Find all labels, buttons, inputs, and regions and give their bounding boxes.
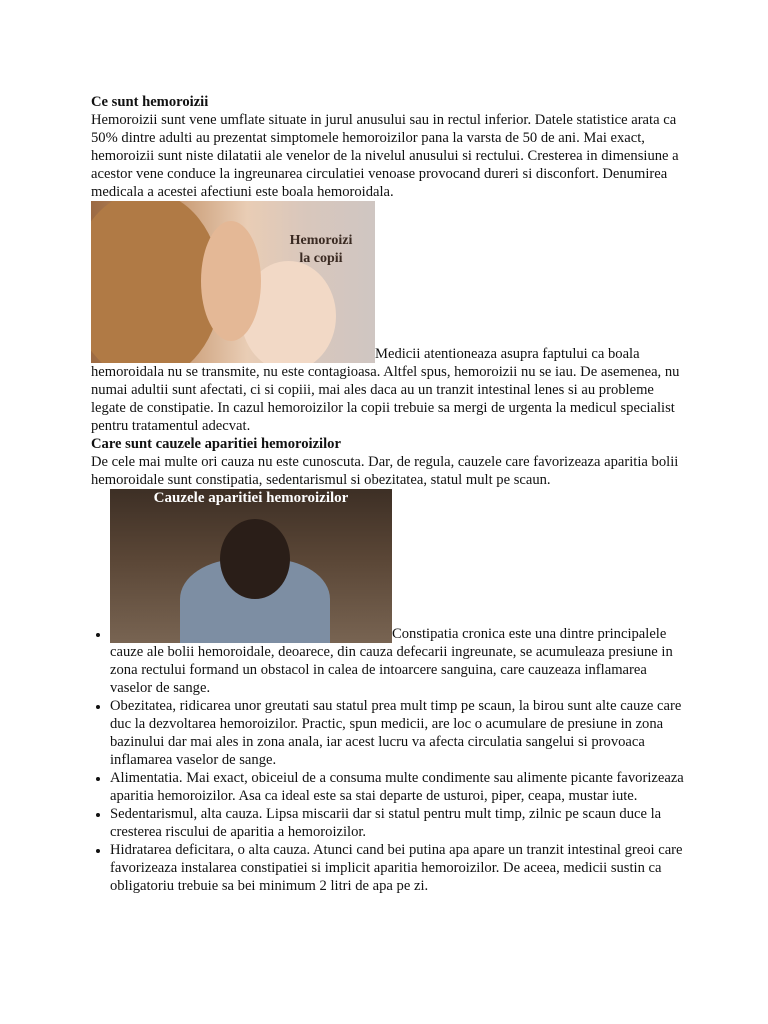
paragraph-medici: Medicii atentioneaza asupra faptului ca boala hemoroidala nu se transmite, nu este contagioasa. Altfel spus, hemoroizii nu se iau. De asemenea, nu numai adultii sunt afectati, ci si copiii, mai ales daca au un tranzit intestinal lenes si au probleme legate de constipatie. In cazul hemoroizilor la copii trebuie sa mergi de urgenta la medicul specialist pentru tratamentul adecvat. — [91, 346, 680, 434]
list-item — [110, 805, 691, 841]
cause-list — [91, 489, 691, 895]
heading-ce-sunt-hemoroizii: Ce sunt hemoroizii — [91, 94, 209, 110]
image-hand-shape — [201, 221, 261, 341]
list-item-text: Constipatia cronica este una dintre principalele cauze ale bolii hemoroidale, deoarece, din cauza defecarii ingreunate, se acumuleaza presiune in zona rectului formand un obstacol in calea de intoarcere sanguina, care cauzeaza inflamarea vaselor de sange. — [110, 626, 673, 696]
list-item — [110, 769, 691, 805]
paragraph-intro: Hemoroizii sunt vene umflate situate in jurul anusului sau in rectul inferior. Datele statistice arata ca 50% dintre adulti au prezentat simptomele hemoroizilor pana la varsta de 50 de ani. Mai exact, hemoroizii sunt niste dilatatii ale venelor de la nivelul anusului si rectului. Cresterea in dimensiune a acestor vene conduce la ingreunarea circulatiei venoase provocand dureri si disconfort. Denumirea medicala a acestei afectiuni este boala hemoroidala. — [91, 112, 679, 200]
heading-cauze: Care sunt cauzele aparitiei hemoroizilor — [91, 436, 341, 452]
list-item-text: Hidratarea deficitara, o alta cauza. Atunci cand bei putina apa apare un tranzit intestinal greoi care favorizeaza instalarea constipatiei si implicit aparitia hemoroizilor. De aceea, medicii sustin ca obligatoriu trebuie sa bei minimum 2 litri de apa pe zi. — [110, 842, 683, 894]
image-cauzele-aparitiei — [110, 489, 392, 643]
list-item-text: Alimentatia. Mai exact, obiceiul de a consuma multe condimente sau alimente picante favorizeaza aparitia hemoroizilor. Asa ca ideal este sa stai departe de usturoi, piper, ceapa, mustar iute. — [110, 770, 684, 804]
image-caption-line2: la copii — [299, 251, 343, 266]
paragraph-cauze: De cele mai multe ori cauza nu este cunoscuta. Dar, de regula, cauzele care favorizeaza aparitia bolii hemoroidale sunt constipatia, sedentarismul si obezitatea, statul mult pe scaun. — [91, 454, 679, 488]
list-item-text: Obezitatea, ridicarea unor greutati sau statul prea mult timp pe scaun, la birou sunt alte cauze care duc la dezvoltarea hemoroizilor. Practic, spun medicii, are loc o acumulare de presiune in zona bazinului dar mai ales in zona anala, iar acest lucru va afecta circulatia sangelui si provoaca inflamarea vaselor de sange. — [110, 698, 682, 768]
document-body — [91, 93, 691, 895]
image-caption-line1: Hemoroizi — [289, 233, 353, 248]
list-item — [110, 841, 691, 895]
image-caption: • Cauzele aparitiei hemoroizilor — [153, 490, 349, 506]
list-item — [110, 697, 691, 769]
list-item-text: Sedentarismul, alta cauza. Lipsa miscarii dar si statul pentru mult timp, zilnic pe scaun duce la cresterea riscului de aparitia a hemoroizilor. — [110, 806, 662, 840]
list-item — [110, 489, 691, 697]
image-head-shape — [220, 519, 290, 599]
image-caption — [273, 232, 369, 268]
paragraph-figure1-wrap — [91, 201, 691, 435]
image-hemoroizi-la-copii — [91, 201, 375, 363]
